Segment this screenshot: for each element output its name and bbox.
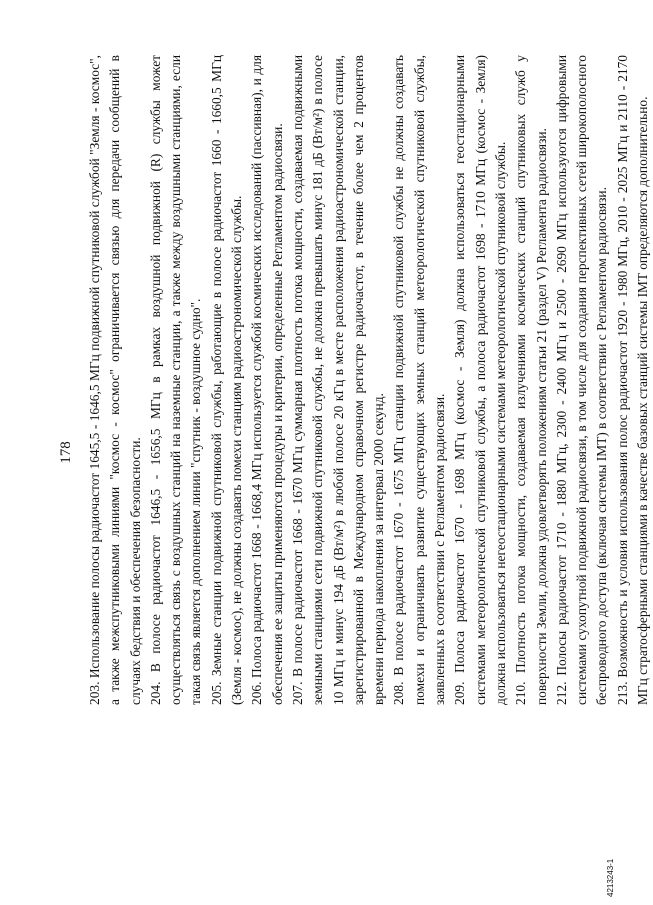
paragraph-208: 208. В полосе радиочастот 1670 - 1675 МГц станции подвижной спутниковой службы не должны создавать помехи и ограничивать развитие существующих земных станций метеорологической спутниковой службы, заявленных в соответствии с Регламентом радиосвязи.: [391, 55, 448, 705]
paragraph-209: 209. Полоса радиочастот 1670 - 1698 МГц (космос - Земля) должна использоваться геостационарными системами метеорологической спутниковой службы, а полоса радиочастот 1698 - 1710 МГц (космос - Земля) должна использоваться негеостационарными системами метеорологической спутниковой службы.: [452, 55, 508, 705]
paragraph-204: 204. В полосе радиочастот 1646,5 - 1656,5 МГц в рамках воздушной подвижной (R) службы может осуществляться связь с воздушных станций на наземные станции, а также между воздушными станциями, если такая связь является дополнением линии "спутник - воздушное судно".: [147, 55, 204, 705]
page-number: 178: [58, 441, 74, 464]
paragraph-206: 206. Полоса радиочастот 1668 - 1668,4 МГц используется службой космических исследований (пассивная), и для обеспечения ее защиты применяются процедуры и критерии, определенные Регламентом радиосвязи.: [249, 55, 285, 705]
paragraph-207: 207. В полосе радиочастот 1668 - 1670 МГц суммарная плотность потока мощности, создаваемая подвижными земными станциями сети подвижной спутниковой службы, не должна превышать минус 181 дБ (Вт/м²) в полосе 10 МГц и минус 194 дБ (Вт/м²) в любой полосе 20 кГц в месте расположения радиоастрономической станции, зарегистрированной в Международном справочном регистре радиочастот, в течение более чем 2 процентов времени периода накопления за интервал 2000 секунд.: [289, 55, 387, 705]
document-code: 4213243-1: [606, 858, 615, 897]
paragraph-210: 210. Плотность потока мощности, создаваемая излучениями космических станций спутниковых служб у поверхности Земли, должна удовлетворять положениям статьи 21 (раздел V) Регламента радиосвязи.: [513, 55, 549, 705]
paragraph-205: 205. Земные станции подвижной спутниковой службы, работающие в полосе радиочастот 1660 - 1660,5 МГц (Земля - космос), не должны создавать помехи станциям радиоастрономической службы.: [208, 55, 245, 705]
paragraph-203: 203. Использование полосы радиочастот 1645,5 - 1646,5 МГц подвижной спутниковой службой "Земля - космос", а также межспутниковыми линиями "космос - космос" ограничивается связью для передачи сообщений в случаях бедствия и обеспечения безопасности.: [87, 55, 143, 705]
document-body: [85, 55, 653, 705]
paragraph-213: 213. Возможность и условия использования полос радиочастот 1920 - 1980 МГц, 2010 - 2025 МГц и 2110 - 2170 МГц стратосферными станциями в качестве базовых станций системы IMT определяются дополнительно.: [614, 55, 651, 705]
paragraph-212: 212. Полосы радиочастот 1710 - 1880 МГц, 2300 - 2400 МГц и 2500 - 2690 МГц используются цифровыми системами сухопутной подвижной радиосвязи, в том числе для создания перспективных сетей широкополосного беспроводного доступа (включая системы IMT) в соответствии с Регламентом радиосвязи.: [553, 55, 610, 705]
